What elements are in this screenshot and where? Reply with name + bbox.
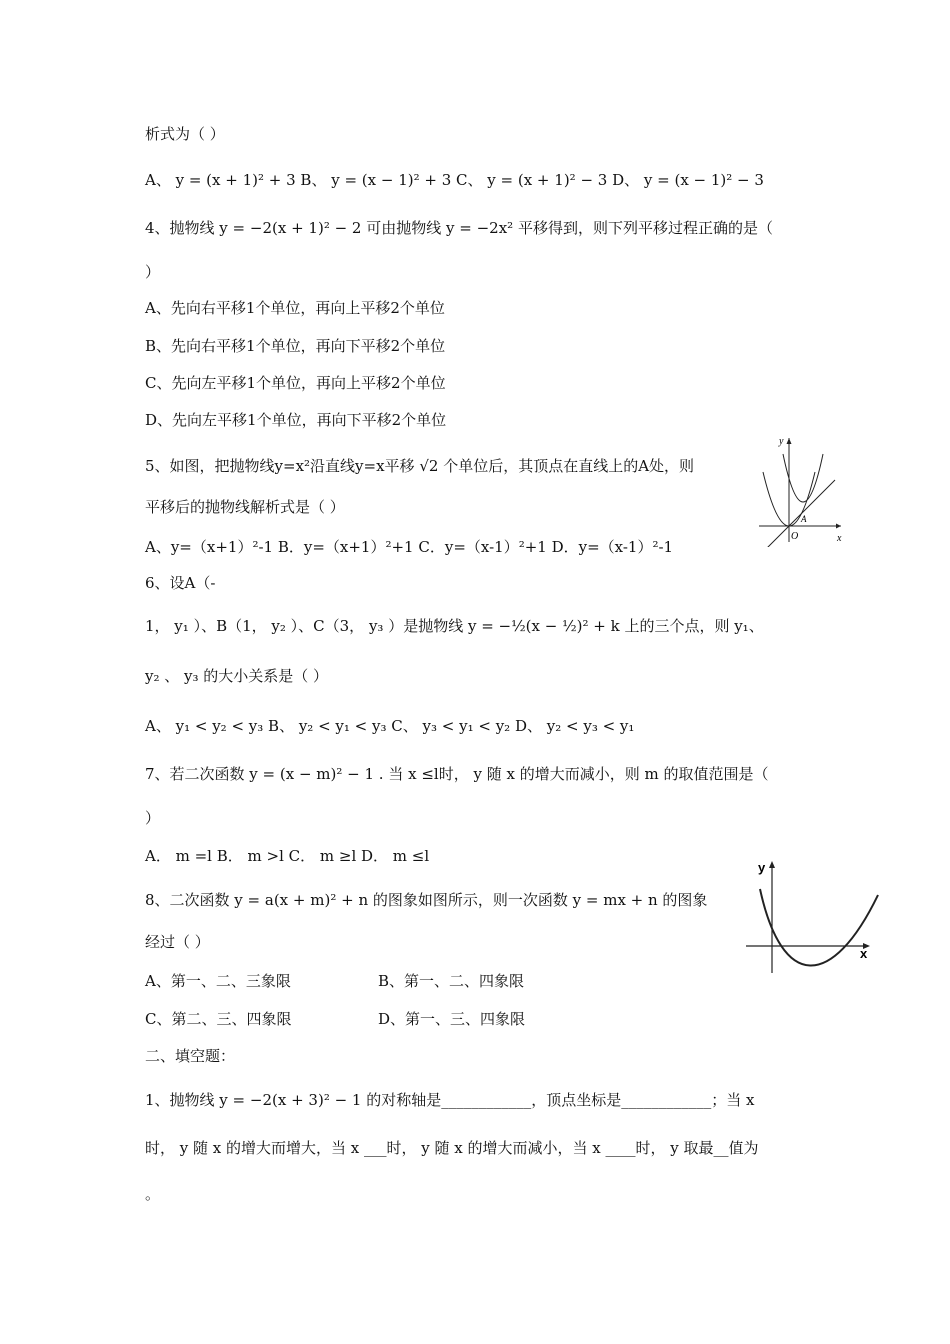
- x-axis-arrow: [836, 524, 841, 529]
- text-line: 析式为（ ）: [145, 125, 225, 143]
- q8-option-c: C、第二、三、四象限: [145, 1010, 292, 1028]
- q4-option-c: C、先向左平移1个单位，再向上平移2个单位: [145, 374, 446, 392]
- fill-q1-cont: 时， y 随 x 的增大而增大，当 x ___时， y 随 x 的增大而减小，当 x ____时， y 取最__值为: [145, 1139, 759, 1157]
- q6-stem-cont: 1， y₁ ）、B（1， y₂ ）、C（3， y₃ ）是抛物线 y = −½(x − ½)² + k 上的三个点，则 y₁、: [145, 617, 764, 635]
- section-heading: 二、填空题：: [145, 1047, 236, 1065]
- q8-option-b: B、第一、二、四象限: [378, 972, 525, 990]
- q8-option-a: A、第一、二、三象限: [145, 972, 291, 990]
- q7-options: A． m =l B． m >l C． m ≥l D． m ≤l: [145, 847, 430, 865]
- y-axis-arrow: [787, 438, 792, 444]
- q5-stem: 5、如图，把抛物线y=x²沿直线y=x平移 √2 个单位后，其顶点在直线上的A处，则: [145, 457, 695, 475]
- q6-stem: 6、设A（-: [145, 574, 216, 592]
- x-axis-label: x: [837, 533, 842, 544]
- x-axis-label: x: [860, 946, 868, 961]
- q8-option-d: D、第一、三、四象限: [378, 1010, 526, 1028]
- q8-stem-cont: 经过（ ）: [145, 933, 210, 951]
- point-a-label: A: [801, 514, 807, 524]
- q4-option-b: B、先向右平移1个单位，再向下平移2个单位: [145, 337, 446, 355]
- q6-stem-cont: y₂ 、 y₃ 的大小关系是（ ）: [145, 667, 329, 685]
- q6-options: A、 y₁ < y₂ < y₃ B、 y₂ < y₁ < y₃ C、 y₃ < y₁ < y₂ D、 y₂ < y₃ < y₁: [145, 717, 635, 735]
- q3-options: A、 y = (x + 1)² + 3 B、 y = (x − 1)² + 3 C、 y = (x + 1)² − 3 D、 y = (x − 1)² − 3: [145, 171, 764, 189]
- q5-figure: [755, 432, 850, 547]
- q5-options: A、y=（x+1）²-1 B．y=（x+1）²+1 C．y=（x-1）²+1 D．y=（x-1）²-1: [145, 538, 674, 556]
- line-y-equals-x: [765, 480, 835, 547]
- y-axis-label: y: [758, 860, 766, 875]
- q7-stem: 7、若二次函数 y = (x − m)² − 1 . 当 x ≤l时， y 随 x 的增大而减小，则 m 的取值范围是（: [145, 765, 769, 783]
- fill-q1: 1、抛物线 y = −2(x + 3)² − 1 的对称轴是____________，顶点坐标是____________；当 x: [145, 1091, 755, 1109]
- q8-stem: 8、二次函数 y = a(x + m)² + n 的图象如图所示，则一次函数 y = mx + n 的图象: [145, 891, 708, 909]
- y-axis-label: y: [779, 436, 784, 447]
- q8-figure: [742, 855, 882, 977]
- text-line: 。: [145, 1185, 161, 1203]
- y-axis-arrow: [769, 861, 775, 868]
- q5-stem-cont: 平移后的抛物线解析式是（ ）: [145, 498, 345, 516]
- text-line: ）: [145, 263, 161, 281]
- q4-option-d: D、先向左平移1个单位，再向下平移2个单位: [145, 411, 447, 429]
- text-line: ）: [145, 809, 161, 827]
- q4-stem: 4、抛物线 y = −2(x + 1)² − 2 可由抛物线 y = −2x² 平移得到，则下列平移过程正确的是（: [145, 219, 773, 237]
- origin-label: O: [791, 531, 799, 542]
- q4-option-a: A、先向右平移1个单位，再向上平移2个单位: [145, 299, 445, 317]
